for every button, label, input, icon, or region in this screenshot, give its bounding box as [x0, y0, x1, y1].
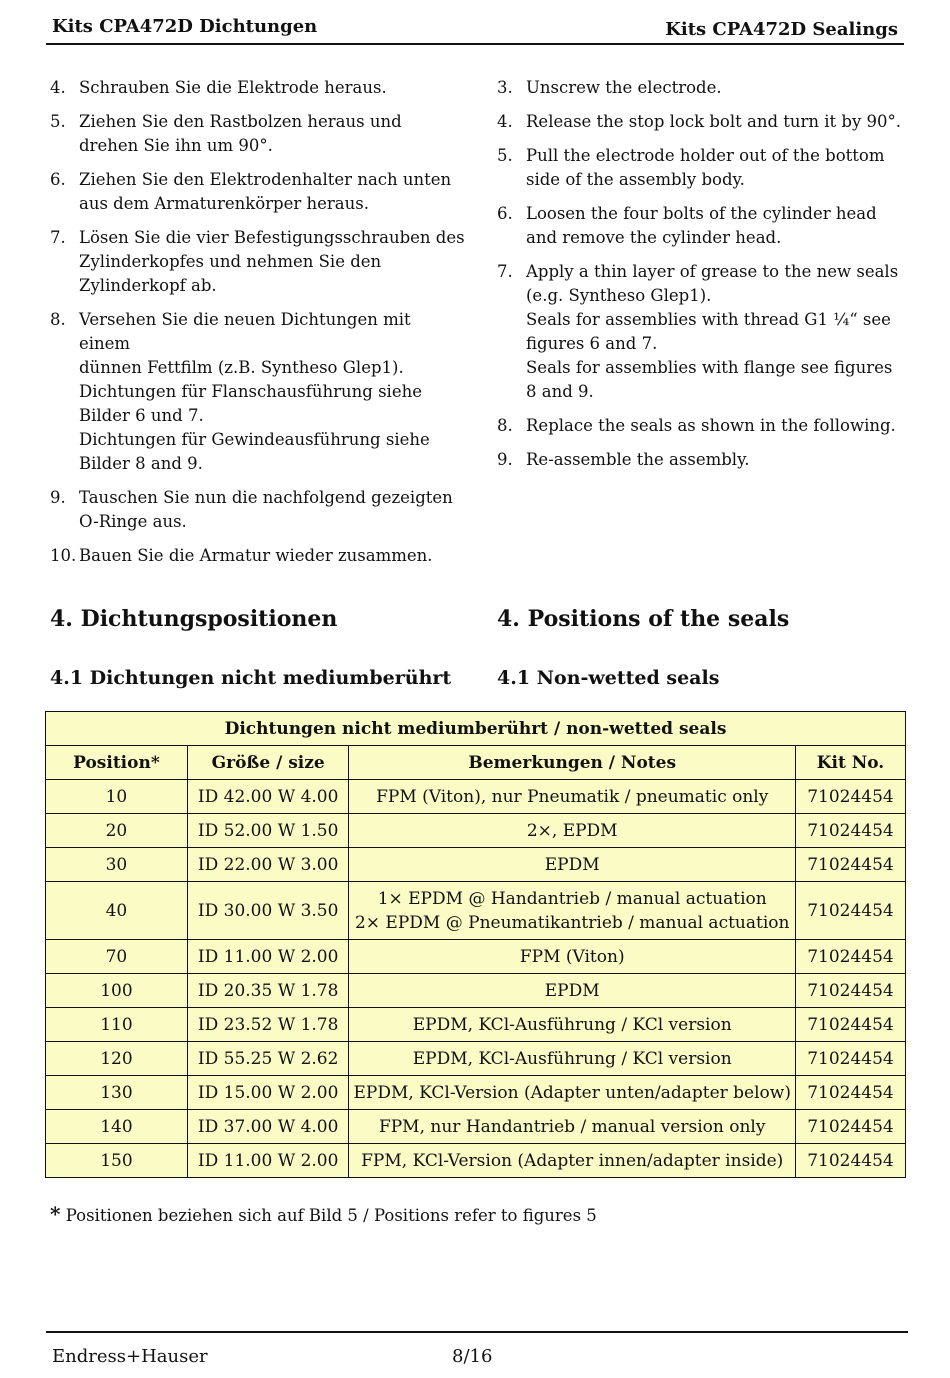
position-cell: 20: [46, 814, 188, 848]
kit-number-cell: 71024454: [795, 1110, 905, 1144]
table-row: [46, 848, 906, 882]
table-row: [46, 1042, 906, 1076]
kit-number-cell: 71024454: [795, 974, 905, 1008]
kit-number-cell: 71024454: [795, 1144, 905, 1178]
step-text-line: O-Ringe aus.: [79, 512, 187, 531]
size-header: Größe / size: [187, 746, 349, 780]
de-step: [50, 110, 465, 158]
step-text-line: 8 and 9.: [526, 382, 594, 401]
en-step: [497, 448, 912, 472]
position-cell: 150: [46, 1144, 188, 1178]
note-line: FPM, nur Handantrieb / manual version only: [378, 1116, 766, 1137]
kit-number-cell: 71024454: [795, 882, 905, 940]
en-step: [497, 260, 912, 404]
size-cell: ID 11.00 W 2.00: [187, 1144, 349, 1178]
kit-number-cell: 71024454: [795, 1042, 905, 1076]
position-cell: 40: [46, 882, 188, 940]
en-step: [497, 414, 912, 438]
step-number: 5.: [497, 146, 513, 165]
step-text-line: Dichtungen für Flanschausführung siehe: [79, 382, 422, 401]
size-cell: ID 52.00 W 1.50: [187, 814, 349, 848]
notes-cell: [349, 940, 796, 974]
note-line: FPM (Viton): [519, 946, 625, 967]
kit-header: Kit No.: [795, 746, 905, 780]
step-text-line: Unscrew the electrode.: [526, 78, 722, 97]
de-step: [50, 544, 465, 568]
header-title-en: Kits CPA472D Sealings: [665, 19, 898, 40]
de-step: [50, 308, 465, 476]
kit-number-cell: 71024454: [795, 1008, 905, 1042]
steps-column-en: [497, 76, 912, 482]
step-number: 8.: [497, 416, 513, 435]
section-heading-de: 4. Dichtungspositionen: [50, 606, 338, 632]
en-step: [497, 202, 912, 250]
position-cell: 120: [46, 1042, 188, 1076]
de-step: [50, 226, 465, 298]
de-step: [50, 168, 465, 216]
size-cell: ID 20.35 W 1.78: [187, 974, 349, 1008]
step-number: 3.: [497, 78, 513, 97]
size-cell: ID 22.00 W 3.00: [187, 848, 349, 882]
steps-list-de: [50, 76, 465, 568]
step-text-line: and remove the cylinder head.: [526, 228, 782, 247]
step-text-line: Schrauben Sie die Elektrode heraus.: [79, 78, 387, 97]
en-step: [497, 76, 912, 100]
note-line: EPDM, KCl-Ausführung / KCl version: [412, 1048, 732, 1069]
step-text-line: Ziehen Sie den Rastbolzen heraus und: [79, 112, 402, 131]
step-number: 6.: [50, 170, 66, 189]
seals-table: [45, 711, 906, 1178]
kit-number-cell: 71024454: [795, 1076, 905, 1110]
step-text-line: side of the assembly body.: [526, 170, 745, 189]
table-body: [46, 780, 906, 1178]
step-number: 8.: [50, 310, 66, 329]
size-cell: ID 55.25 W 2.62: [187, 1042, 349, 1076]
step-text-line: Apply a thin layer of grease to the new seals: [526, 262, 899, 281]
position-cell: 140: [46, 1110, 188, 1144]
note-line: EPDM: [544, 980, 600, 1001]
step-text-line: Pull the electrode holder out of the bottom: [526, 146, 885, 165]
note-line: EPDM, KCl-Ausführung / KCl version: [412, 1014, 732, 1035]
kit-number-cell: 71024454: [795, 848, 905, 882]
step-text-line: Bauen Sie die Armatur wieder zusammen.: [79, 546, 433, 565]
subsection-heading-de: 4.1 Dichtungen nicht mediumberührt: [50, 667, 452, 689]
step-text-line: Tauschen Sie nun die nachfolgend gezeigten: [79, 488, 453, 507]
step-text-line: Versehen Sie die neuen Dichtungen mit einem: [79, 310, 411, 353]
size-cell: ID 23.52 W 1.78: [187, 1008, 349, 1042]
step-text-line: Lösen Sie die vier Befestigungsschrauben des: [79, 228, 465, 247]
note-line: 2×, EPDM: [526, 820, 618, 841]
kit-number-cell: 71024454: [795, 940, 905, 974]
step-number: 10.: [50, 546, 77, 565]
step-text-line: Ziehen Sie den Elektrodenhalter nach unten: [79, 170, 452, 189]
step-text-line: figures 6 and 7.: [526, 334, 658, 353]
step-number: 4.: [50, 78, 66, 97]
de-step: [50, 76, 465, 100]
step-text-line: Zylinderkopf ab.: [79, 276, 217, 295]
step-text-line: Release the stop lock bolt and turn it by 90°.: [526, 112, 902, 131]
header-title-de: Kits CPA472D Dichtungen: [52, 16, 318, 37]
subsection-heading-en: 4.1 Non-wetted seals: [497, 667, 720, 689]
kit-number-cell: 71024454: [795, 780, 905, 814]
step-number: 6.: [497, 204, 513, 223]
table-row: [46, 780, 906, 814]
notes-cell: [349, 814, 796, 848]
notes-cell: [349, 1076, 796, 1110]
size-cell: ID 30.00 W 3.50: [187, 882, 349, 940]
step-number: 9.: [50, 488, 66, 507]
step-text-line: Seals for assemblies with flange see figures: [526, 358, 893, 377]
step-text-line: drehen Sie ihn um 90°.: [79, 136, 273, 155]
note-line: FPM (Viton), nur Pneumatik / pneumatic only: [376, 786, 769, 807]
table-row: [46, 814, 906, 848]
step-text-line: Replace the seals as shown in the following.: [526, 416, 896, 435]
step-number: 7.: [50, 228, 66, 247]
step-text-line: dünnen Fettfilm (z.B. Syntheso Glep1).: [79, 358, 404, 377]
step-text-line: Re-assemble the assembly.: [526, 450, 750, 469]
notes-cell: [349, 1008, 796, 1042]
step-text-line: Bilder 8 and 9.: [79, 454, 203, 473]
position-cell: 110: [46, 1008, 188, 1042]
step-number: 5.: [50, 112, 66, 131]
position-cell: 100: [46, 974, 188, 1008]
note-line: EPDM, KCl-Version (Adapter unten/adapter below): [353, 1082, 791, 1103]
header-rule: [46, 43, 904, 45]
table-row: [46, 1008, 906, 1042]
note-line: 1× EPDM @ Handantrieb / manual actuation: [377, 888, 767, 909]
table-row: [46, 940, 906, 974]
step-text-line: aus dem Armaturenkörper heraus.: [79, 194, 369, 213]
notes-cell: [349, 848, 796, 882]
size-cell: ID 37.00 W 4.00: [187, 1110, 349, 1144]
notes-cell: [349, 974, 796, 1008]
footnote-asterisk: *: [50, 1202, 61, 1226]
table-header-row: [46, 746, 906, 780]
step-text-line: (e.g. Syntheso Glep1).: [526, 286, 712, 305]
notes-header: Bemerkungen / Notes: [349, 746, 796, 780]
note-line: FPM, KCl-Version (Adapter innen/adapter inside): [361, 1150, 784, 1171]
notes-cell: [349, 1042, 796, 1076]
position-cell: 130: [46, 1076, 188, 1110]
footnote-text: Positionen beziehen sich auf Bild 5 / Positions refer to figures 5: [60, 1206, 597, 1225]
step-text-line: Zylinderkopfes und nehmen Sie den: [79, 252, 382, 271]
notes-cell: [349, 882, 796, 940]
step-number: 7.: [497, 262, 513, 281]
note-line: 2× EPDM @ Pneumatikantrieb / manual actuation: [354, 912, 790, 933]
step-text-line: Dichtungen für Gewindeausführung siehe: [79, 430, 430, 449]
en-step: [497, 110, 912, 134]
size-cell: ID 42.00 W 4.00: [187, 780, 349, 814]
en-step: [497, 144, 912, 192]
table-row: [46, 1076, 906, 1110]
table-row: [46, 882, 906, 940]
step-text-line: Loosen the four bolts of the cylinder head: [526, 204, 877, 223]
footer-company: Endress+Hauser: [52, 1346, 208, 1367]
step-text-line: Seals for assemblies with thread G1 ¼“ see: [526, 310, 891, 329]
size-cell: ID 15.00 W 2.00: [187, 1076, 349, 1110]
table-title: Dichtungen nicht mediumberührt / non-wetted seals: [46, 712, 906, 746]
footnote: [50, 1202, 597, 1226]
step-text-line: Bilder 6 und 7.: [79, 406, 204, 425]
position-cell: 70: [46, 940, 188, 974]
note-line: EPDM: [544, 854, 600, 875]
notes-cell: [349, 780, 796, 814]
position-cell: 10: [46, 780, 188, 814]
notes-cell: [349, 1144, 796, 1178]
page-number: 8/16: [452, 1346, 493, 1367]
table-row: [46, 1144, 906, 1178]
table-row: [46, 1110, 906, 1144]
size-cell: ID 11.00 W 2.00: [187, 940, 349, 974]
notes-cell: [349, 1110, 796, 1144]
step-number: 9.: [497, 450, 513, 469]
position-cell: 30: [46, 848, 188, 882]
kit-number-cell: 71024454: [795, 814, 905, 848]
footer-rule: [46, 1331, 908, 1333]
position-header: Position*: [46, 746, 188, 780]
section-heading-en: 4. Positions of the seals: [497, 606, 790, 632]
step-number: 4.: [497, 112, 513, 131]
steps-column-de: [50, 76, 465, 578]
steps-list-en: [497, 76, 912, 472]
table-row: [46, 974, 906, 1008]
de-step: [50, 486, 465, 534]
